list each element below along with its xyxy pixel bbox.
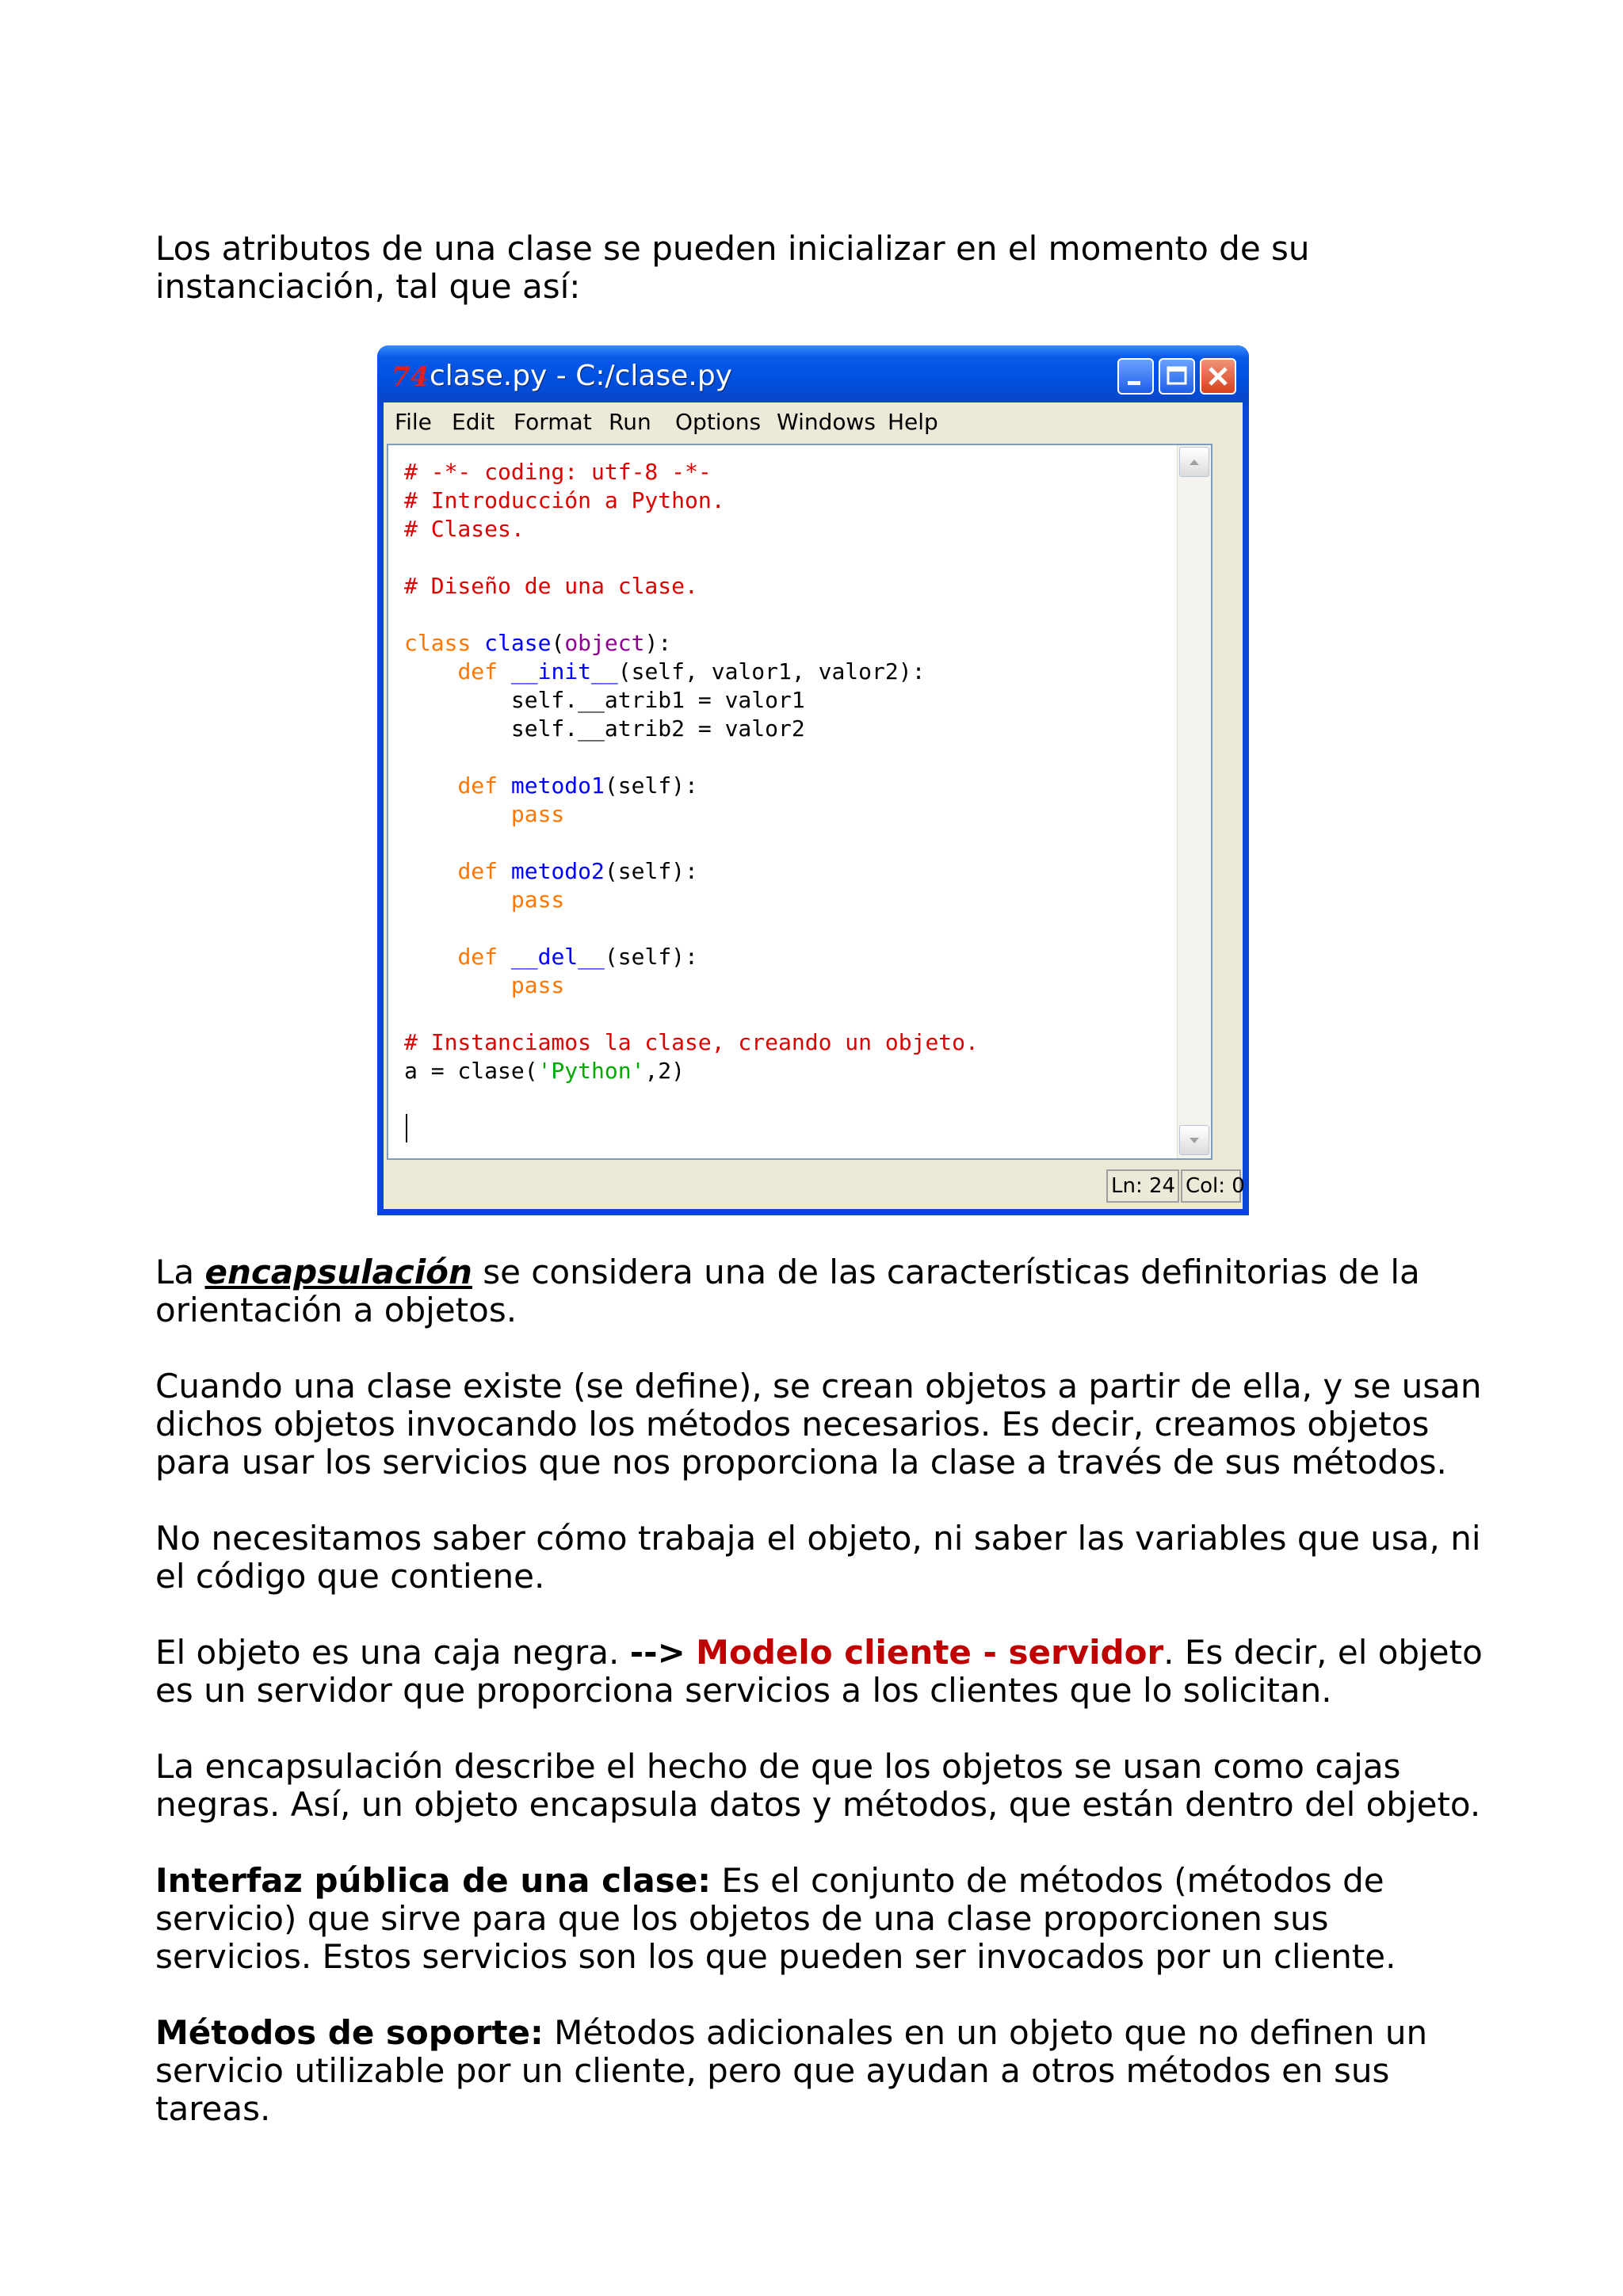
- idle-editor-window: [377, 345, 1249, 1215]
- text-run: El objeto es una caja negra.: [155, 1633, 630, 1672]
- maximize-icon: [1160, 360, 1193, 393]
- close-icon: [1201, 360, 1235, 393]
- text-cursor: [406, 1114, 407, 1142]
- code-editor[interactable]: [387, 444, 1212, 1160]
- menu-bar: [384, 402, 1243, 441]
- text-run: Es el conjunto de métodos (métodos de servicio) que sirve para que los objetos de una clase proporcionen sus servicios. Estos servicios son los que pueden ser invocados por un cliente.: [155, 1861, 1396, 1976]
- intro-paragraph: Los atributos de una clase se pueden inicializar en el momento de su instanciación, tal que así:: [155, 229, 1310, 306]
- menu-run[interactable]: Run: [609, 409, 651, 435]
- encapsulation-description-paragraph: La encapsulación describe el hecho de que los objetos se usan como cajas negras. Así, un objeto encapsula datos y métodos, que están dentro del objeto.: [155, 1747, 1481, 1824]
- soporte-term: Métodos de soporte:: [155, 2013, 544, 2052]
- menu-help[interactable]: Help: [888, 409, 938, 435]
- arrow-text: -->: [629, 1633, 685, 1672]
- status-column: Col: 0: [1181, 1169, 1241, 1203]
- maximize-button[interactable]: [1159, 358, 1195, 395]
- soporte-paragraph: [155, 2014, 1487, 2128]
- status-line: Ln: 24: [1106, 1169, 1179, 1203]
- menu-windows[interactable]: Windows: [777, 409, 876, 435]
- no-necesitamos-paragraph: No necesitamos saber cómo trabaja el objeto, ni saber las variables que usa, ni el código que contiene.: [155, 1519, 1481, 1596]
- menu-format[interactable]: Format: [514, 409, 592, 435]
- encapsulation-term: encapsulación: [204, 1253, 472, 1291]
- caja-negra-paragraph: [155, 1634, 1487, 1710]
- window-title: clase.py - C:/clase.py: [430, 360, 732, 392]
- interfaz-term: Interfaz pública de una clase:: [155, 1861, 712, 1900]
- menu-options[interactable]: Options: [675, 409, 762, 435]
- model-term: Modelo cliente - servidor: [696, 1633, 1164, 1672]
- arrow-up-icon: [1180, 448, 1209, 476]
- title-bar[interactable]: [377, 345, 1249, 402]
- status-bar: [384, 1165, 1243, 1209]
- scroll-up-button[interactable]: [1179, 447, 1209, 477]
- vertical-scrollbar[interactable]: [1177, 445, 1211, 1158]
- text-run: La: [155, 1253, 205, 1291]
- text-run: Métodos adicionales en un objeto que no definen un servicio utilizable por un cliente, pero que ayudan a otros métodos en sus tareas.: [155, 2013, 1428, 2128]
- menu-edit[interactable]: Edit: [452, 409, 495, 435]
- code-text: # -*- coding: utf-8 -*- # Introducción a Python. # Clases. # Diseño de una clase. class clase(object): def __init__(self, valor1, valor2): self.__atrib1 = valor1 self.__atrib2 = valor2 def metodo1(self): pass def metodo2(self): pass def __del__(self): pass # Instanciamos la clase, creando un objeto. a = clase('Python',2): [404, 459, 979, 1084]
- scroll-down-button[interactable]: [1179, 1125, 1209, 1155]
- arrow-down-icon: [1180, 1126, 1209, 1154]
- encapsulation-paragraph: [155, 1253, 1487, 1329]
- text-run: se considera una de las características definitorias de la orientación a objetos.: [155, 1253, 1420, 1329]
- close-button[interactable]: [1200, 358, 1236, 395]
- interfaz-paragraph: [155, 1862, 1487, 1976]
- menu-file[interactable]: File: [395, 409, 432, 435]
- minimize-button[interactable]: [1117, 358, 1154, 395]
- python-idle-icon: 74: [391, 361, 430, 393]
- minimize-icon: [1119, 360, 1152, 393]
- text-run: . Es decir, el objeto es un servidor que proporciona servicios a los clientes que lo solicitan.: [155, 1633, 1483, 1710]
- cuando-paragraph: Cuando una clase existe (se define), se crean objetos a partir de ella, y se usan dichos objetos invocando los métodos necesarios. Es decir, creamos objetos para usar los servicios que nos proporciona la clase a través de sus métodos.: [155, 1367, 1482, 1482]
